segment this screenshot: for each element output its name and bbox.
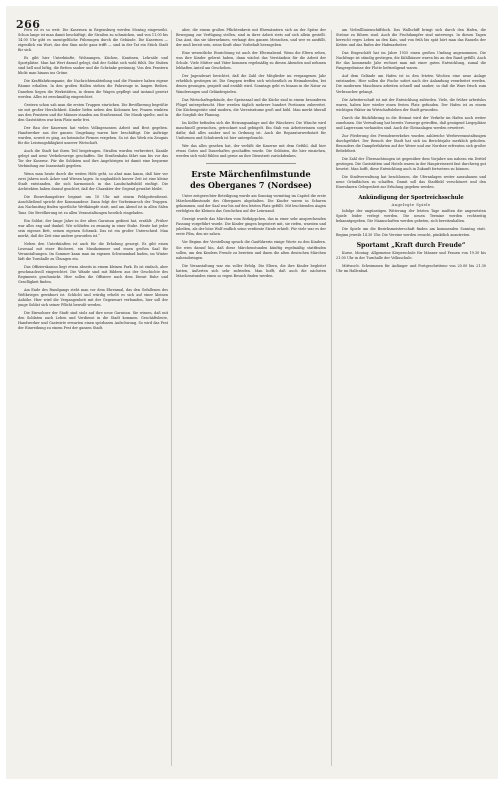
article-paragraph: Wenn man heute durch die weiten Höfe geht, so ahnt man kaum, daß hier vor zwei Jahren noch Äcker und Wiesen lagen. In unglaublich kurzer Zeit ist eine kleine Stadt entstanden, die sich harmonisch in das Landschaftsbild einfügt. Die Architekten haben darauf geachtet, daß der Charakter der Gegend gewahrt bleibt. bbox=[18, 172, 168, 192]
article-paragraph: Durch die Rückführung in die Heimat wird der Verkehr im Hafen noch weiter zunehmen. Die Verwaltung hat bereits Vorsorge getroffen, daß genügend Liegeplätze und Lagerraum vorhanden sind. Auch die Gleisanlagen werden erweitert. bbox=[336, 115, 486, 130]
article-paragraph: Wer das alles gesehen hat, der verläßt die Kaserne mit dem Gefühl, daß hier etwas Gutes und Dauerhaftes geschaffen wurde. Die Soldaten, die hier einziehen, werden sich wohl fühlen und gerne an ihre Dienstzeit zurückdenken. bbox=[176, 143, 326, 159]
text-column-right bbox=[336, 28, 486, 766]
article-paragraph: Die Einwohner der Stadt sind stolz auf ihre neue Garnison. Sie wissen, daß mit den Soldaten auch Leben und Verdienst in die Stadt kommen. Geschäftsleute, Handwerker und Gastwirte erwarten einen spürbaren Aufschwung. So wird das Fest der Einweihung zu einem Fest der ganzen Stadt. bbox=[18, 311, 168, 331]
article-paragraph: Auch die Stadt hat ihren Teil beigetragen. Straßen wurden verbreitert, Kanäle gelegt und neue Verkehrswege geschaffen. Die Straßenbahn fährt nun bis vor das Tor der Kaserne. Für die Soldaten und ihre Angehörigen ist damit eine bequeme Verbindung zur Innenstadt gegeben. bbox=[18, 148, 168, 169]
article-paragraph: Auf dem Gelände am Hafen ist in den letzten Wochen eine neue Anlage entstanden. Hier sollen die Fische sofort nach der Anlandung verarbeitet werden. Die modernen Maschinen arbeiten schnell und sauber, so daß die Ware frisch zum Verbraucher gelangt. bbox=[336, 74, 486, 94]
notice-subheading: Angelegte Spiele bbox=[391, 202, 431, 208]
article-paragraph: aber, die einem großen Pflichtenkreis mit Ehrenämtern sich an der Spitze der Bewegung zur Verfügung stellen, sind in ihrer Arbeit stets auf sich allein gestellt. Das Amt, das sie übernehmen, verlangt den ganzen Menschen, und wer es ausfüllt, der muß bereit sein, seine Kraft ohne Vorbehalt herzugeben. bbox=[176, 28, 326, 48]
notice-heading: Ankündigung der Sportreichsschule bbox=[358, 195, 464, 202]
article-paragraph: am Vielrolllinienschiffdock. Das Wallschiff bringt sich durch den Hafen, die Ströme zu führen sind. Auch die Fischdampfer sind unterwegs. In diesen Tagen herrscht reges Leben an den Kais, und von früh bis spät hört man das Rasseln der Ketten und das Rufen der Hafenarbeiter. bbox=[336, 28, 486, 48]
section-subheading: des Oberganes 7 (Nordsee) bbox=[190, 180, 312, 191]
notice-heading-sport: Sportamt „Kraft durch Freude“ bbox=[356, 241, 466, 249]
newspaper-page bbox=[6, 6, 498, 779]
article-paragraph: Neben den Unterkünften ist auch für die Erholung gesorgt. Es gibt einen Lesesaal mit einer Bücherei, ein Musikzimmer und einen großen Saal für Veranstaltungen. Im Sommer kann man im eigenen Schwimmbad baden, im Winter lädt die Turnhalle zu Übungen ein. bbox=[18, 241, 168, 261]
article-paragraph: Eine wesentliche Einrichtung ist auch der Elternabend. Wenn die Eltern sehen, was ihre Kinder gelernt haben, dann wächst das Verständnis für die Arbeit der Schule. Viele Mütter und Väter kommen regelmäßig zu diesen Abenden und nehmen lebhaften Anteil am Geschehen. bbox=[176, 51, 326, 71]
column-divider bbox=[171, 30, 172, 766]
column-divider bbox=[331, 30, 332, 766]
article-paragraph: Die Arbeiterschaft ist mit der Entwicklung zufrieden. Viele, die früher arbeitslos waren, haben hier wieder einen festen Platz gefunden. Der Hafen ist zu einem wichtigen Faktor im Wirtschaftsleben der Stadt geworden. bbox=[336, 97, 486, 112]
article-paragraph: Der Jugendwart berichtet, daß die Zahl der Mitglieder im vergangenen Jahr erheblich gestiegen ist. Die Gruppen treffen sich wöchentlich zu Heimabenden, bei denen gesungen, gespielt und erzählt wird. Sonntags geht es hinaus in die Natur zu Wanderungen und Geländespielen. bbox=[176, 74, 326, 94]
article-paragraph: Zur Förderung des Fremdenverkehrs wurden zahlreiche Werbeveranstaltungen durchgeführt. Der Besuch der Stadt hat sich im Berichtsjahr merklich gehoben. Besonders die Dampferfahrten auf der Weser und zur Nordsee erfreuten sich großer Beliebtheit. bbox=[336, 133, 486, 153]
text-column-middle bbox=[176, 28, 326, 766]
text-column-left bbox=[18, 28, 168, 766]
article-paragraph: Die Spiele um die Bezirksmeisterschaft finden am kommenden Sonntag statt. Beginn jeweils 14.30 Uhr. Die Vereine werden ersucht, pünktlich anzutreten. bbox=[336, 227, 486, 237]
article-paragraph: Das Wirtschaftsgebäude, der Speisesaal und die Küche sind in einem besonderen Flügel untergebracht. Hier werden täglich mehrere hundert Portionen zubereitet. Die Küchengeräte sind modern, die Vorratsräume groß und kühl. Man merkt überall die Sorgfalt der Planung. bbox=[176, 97, 326, 117]
article-paragraph: Kurse, Montag: Allgemeine Körperschule für Männer und Frauen von 19.30 bis 21.00 Uhr in der Turnhalle der Volksschule. bbox=[336, 250, 486, 260]
article-paragraph: Der Bau der Kasernen hat vielen Volksgenossen Arbeit und Brot gegeben. Handwerker aus der ganzen Umgebung waren hier beschäftigt. Die Aufträge wurden, soweit es ging, an heimische Firmen vergeben. So ist das Werk ein Zeugnis für die Leistungsfähigkeit unserer Wirtschaft. bbox=[18, 125, 168, 145]
article-paragraph: Gezeigt wurde das Märchen vom Rotkäppchen, das in einer sehr ansprechenden Fassung vorgeführt wurde. Die Kinder gingen begeistert mit, sie riefen, warnten und jubelten, als der böse Wolf endlich seine verdiente Strafe erhielt. Für viele war es der erste Film, den sie sahen. bbox=[176, 217, 326, 237]
article-paragraph: Infolge der ungünstigen Witterung der letzten Tage mußten die angesetzten Spiele leider verlegt werden. Die neuen Termine werden rechtzeitig bekanntgegeben. Die Mannschaften werden gebeten, sich bereitzuhalten. bbox=[336, 209, 486, 224]
article-paragraph: Die Stadtverwaltung hat beschlossen, die Uferanlagen weiter auszubauen und neue Grünflächen zu schaffen. Damit soll das Stadtbild verschönert und den Einwohnern Gelegenheit zur Erholung gegeben werden. bbox=[336, 175, 486, 190]
section-separator bbox=[206, 163, 296, 164]
page-number: 266 bbox=[16, 18, 41, 31]
article-paragraph: Vor Beginn der Vorstellung sprach die Gauführerin einige Worte zu den Kindern. Sie wies darauf hin, daß diese Märchenstunden künftig regelmäßig stattfinden sollen, um den Kindern Freude zu bereiten und ihnen die alten deutschen Märchen nahezubringen. bbox=[176, 240, 326, 260]
article-paragraph: Unter zeitgerechter Beteiligung wurde am Sonntag vormittag im Capitol die erste Märchenfilmstunde des Obergaues abgehalten. Die Kinder waren in Scharen gekommen, und der Saal war bis auf den letzten Platz gefüllt. Mit leuchtenden Augen verfolgten die Kleinen das Geschehen auf der Leinwand. bbox=[176, 194, 326, 214]
article-paragraph: Ein Soldat, der lange Jahre in der alten Garnison gedient hat, erzählt: „Früher war alles eng und dunkel. Wir schliefen zu zwanzig in einer Stube. Heute hat jeder sein eigenes Bett, seinen eigenen Schrank. Das ist ein großer Unterschied. Man merkt, daß die Zeit eine andere geworden ist.“ bbox=[18, 218, 168, 238]
article-paragraph: Die Zahl der Übernachtungen ist gegenüber dem Vorjahre um nahezu ein Drittel gestiegen. Die Gaststätten und Hotels waren in der Hauptreisezeit fast durchweg gut besetzt. Man hofft, diese Entwicklung auch in Zukunft fortsetzen zu können. bbox=[336, 157, 486, 172]
section-heading: Erste Märchenfilmstunde bbox=[191, 169, 311, 180]
article-paragraph: Am Ende des Rundgangs steht man vor dem Ehrenmal, das den Gefallenen des Weltkrieges gewidmet ist. Schlicht und würdig erhebt es sich auf einer kleinen Anhöhe. Hier wird die Vergangenheit mit der Gegenwart verbunden, hier soll der junge Soldat sich seiner Pflicht bewußt werden. bbox=[18, 288, 168, 308]
article-paragraph: Das Offizierskasino liegt etwas abseits in einem kleinen Park. Es ist einfach, aber geschmackvoll eingerichtet. Die Wände sind mit Bildern aus der Geschichte des Regiments geschmückt. Hier sollen die Offiziere nach dem Dienst Ruhe und Geselligkeit finden. bbox=[18, 264, 168, 285]
article-paragraph: Im Keller befinden sich die Heizungsanlage und die Wäscherei. Die Wäsche wird maschinell gewaschen, getrocknet und gebügelt. Ein Stab von Arbeiterinnen sorgt dafür, daß alles sauber und in Ordnung ist. Auch die Reparaturwerkstatt für Uniformen und Schuhwerk ist hier untergebracht. bbox=[176, 120, 326, 140]
article-paragraph: Die Veranstaltung war ein voller Erfolg. Die Eltern, die ihre Kinder begleitet hatten, äußerten sich sehr zufrieden. Man hofft, daß auch die nächsten Märchenstunden einen so regen Besuch finden werden. bbox=[176, 263, 326, 278]
article-paragraph: Mittwoch: Schwimmen für Anfänger und Fortgeschrittene von 20.00 bis 21.30 Uhr im Hallenbad. bbox=[336, 263, 486, 273]
article-paragraph: Es gibt hier Unterkünfte, Wohnungen, Küchen, Kantinen, Lehrsäle und Sportplätze. Man hat Wert darauf gelegt, daß der Soldat sich wohl fühlt. Die Stuben sind hell und luftig, die Betten sauber und die Schränke geräumig. Von den Fenstern blickt man hinaus ins Grüne. bbox=[18, 56, 168, 76]
article-paragraph: Die Kraftfahrkompanie, die Nachrichtenabteilung und die Pioniere haben eigene Räume erhalten. In den großen Hallen stehen die Fahrzeuge in langen Reihen. Daneben liegen die Werkstätten, in denen die Wagen gepflegt und instand gesetzt werden. Alles ist zweckmäßig eingerichtet. bbox=[18, 79, 168, 99]
article-paragraph: Die Einweihungsfeier beginnt um 10 Uhr mit einem Feldgottesdienst. Anschließend spricht der Kommandeur. Dann folgt der Vorbeimarsch der Truppen. Am Nachmittag finden sportliche Wettkämpfe statt, und am Abend ist in allen Sälen Tanz. Die Bevölkerung ist zu allen Veranstaltungen herzlich eingeladen. bbox=[18, 195, 168, 215]
article-paragraph: Das Eisgeschäft hat im Jahre 1935 einen großen Umfang angenommen. Die Nachfrage ist ständig gestiegen, die Kühlhäuser waren bis an den Rand gefüllt. Auch für das kommende Jahr rechnet man mit einer guten Entwicklung, zumal die Fangergebnisse der Flotte befriedigend waren. bbox=[336, 51, 486, 71]
article-paragraph: Fern ist es so weit: Die Kasernen in Regensburg werden Montag eingeweiht. Schon lange ist man damit beschäftigt, die Straßen zu schmücken, und von 11.00 bis 14.00 Uhr gibt es unentgeltliche Führungen durch die Gebäude. Die Kasernen — eigentlich ein Wort, das den Sinn nicht ganz trifft — sind in der Tat ein Stück Stadt für sich. bbox=[18, 28, 168, 53]
article-paragraph: Gestern schon sah man die ersten Truppen einrücken. Die Bevölkerung begrüßte sie mit großer Herzlichkeit. Kinder liefen neben den Kolonnen her, Frauen winkten aus den Fenstern und die Männer standen am Straßenrand. Die Musik spielte, und in den Gaststätten war kein Platz mehr frei. bbox=[18, 102, 168, 122]
